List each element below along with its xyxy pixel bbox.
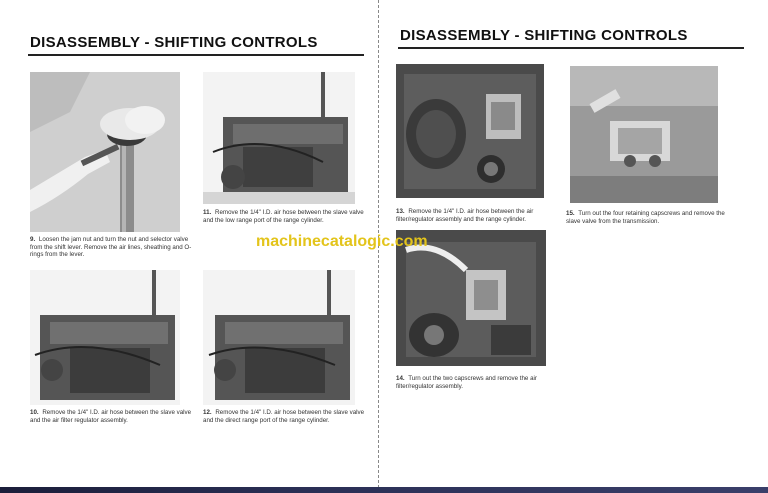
left-page-title: DISASSEMBLY - SHIFTING CONTROLS xyxy=(30,34,318,51)
step-13-caption xyxy=(396,208,556,223)
step-12-text: Remove the 1/4" I.D. air hose between the slave valve and the direct range port of the range cylinder. xyxy=(203,409,365,424)
step-9-caption xyxy=(30,236,195,259)
step-12-number: 12. xyxy=(203,409,212,416)
step-9-text: Loosen the jam nut and turn the nut and selector valve from the shift lever. Remove the air lines, sheathing and O-rings from the lever. xyxy=(30,236,192,259)
step-12-caption xyxy=(203,409,368,424)
step-11-text: Remove the 1/4" I.D. air hose between the slave valve and the low range port of the range cylinder. xyxy=(203,209,364,224)
photo-slave-valve xyxy=(570,66,718,203)
step-9-number: 9. xyxy=(30,236,36,243)
step-13-text: Remove the 1/4" I.D. air hose between the air filter/regulator assembly and the range cylinder. xyxy=(396,208,534,223)
photo-housing-front xyxy=(396,64,544,198)
right-page xyxy=(380,0,768,488)
photo-transmission-direct xyxy=(203,270,355,405)
step-14-text: Turn out the two capscrews and remove the air filter/regulator assembly. xyxy=(396,375,537,390)
step-13-number: 13. xyxy=(396,208,405,215)
step-14-number: 14. xyxy=(396,375,405,382)
step-10-number: 10. xyxy=(30,409,39,416)
step-10-text: Remove the 1/4" I.D. air hose between the slave valve and the air filter regulator assembly. xyxy=(30,409,192,424)
step-11-number: 11. xyxy=(203,209,212,216)
step-15-text: Turn out the four retaining capscrews and remove the slave valve from the transmission. xyxy=(566,210,725,225)
photo-shift-lever xyxy=(30,72,180,232)
step-15-number: 15. xyxy=(566,210,575,217)
watermark: machinecatalogic.com xyxy=(256,233,428,250)
step-15-caption xyxy=(566,210,731,225)
photo-transmission-side xyxy=(30,270,180,405)
photo-transmission-top xyxy=(203,72,355,204)
right-title-rule xyxy=(398,47,744,49)
step-14-caption xyxy=(396,375,556,390)
right-page-title: DISASSEMBLY - SHIFTING CONTROLS xyxy=(400,27,688,44)
step-10-caption xyxy=(30,409,195,424)
step-11-caption xyxy=(203,209,368,224)
left-title-rule xyxy=(28,54,364,56)
bottom-bar xyxy=(0,487,768,493)
